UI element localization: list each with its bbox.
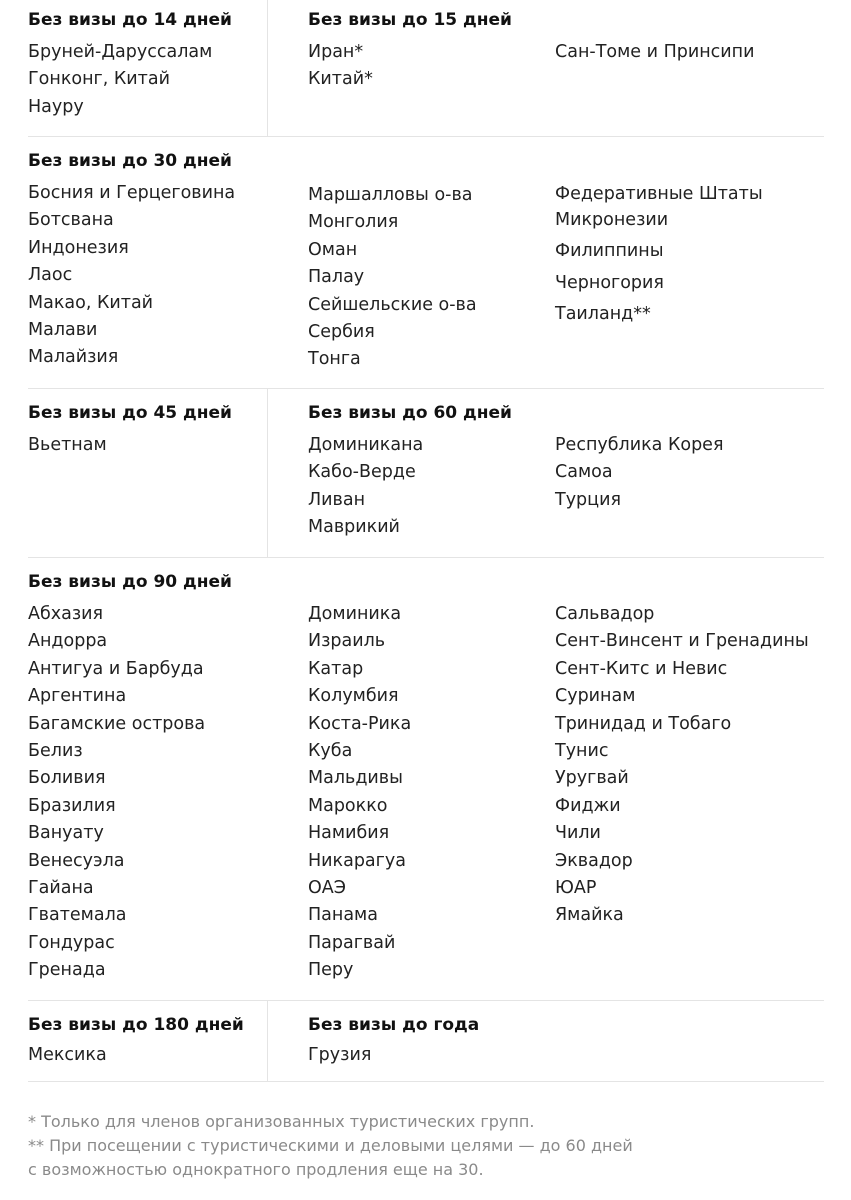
list-90-days-col3 bbox=[555, 601, 809, 930]
section-180-days-year bbox=[28, 1015, 824, 1080]
country-item: Парагвай bbox=[308, 932, 396, 953]
country-item: Израиль bbox=[308, 631, 386, 652]
country-item: Чили bbox=[555, 823, 601, 844]
divider bbox=[28, 1000, 824, 1001]
heading-year: Без визы до года bbox=[308, 1015, 480, 1035]
list-180-days bbox=[28, 1042, 107, 1069]
country-item: Сербия bbox=[308, 322, 375, 343]
divider bbox=[28, 1081, 824, 1082]
country-item: Ямайка bbox=[555, 905, 624, 926]
heading-14-days: Без визы до 14 дней bbox=[28, 10, 232, 30]
list-30-days-col3 bbox=[555, 181, 763, 329]
country-item: Оман bbox=[308, 239, 358, 260]
divider bbox=[28, 557, 824, 558]
country-item: Филиппины bbox=[555, 241, 664, 262]
country-item: Вьетнам bbox=[28, 435, 107, 455]
divider bbox=[28, 136, 824, 137]
country-item: Маврикий bbox=[308, 517, 400, 538]
country-item: Панама bbox=[308, 905, 378, 926]
country-item: Тонга bbox=[308, 349, 361, 370]
list-45-days bbox=[28, 432, 107, 459]
country-item: Гонконг, Китай bbox=[28, 69, 170, 90]
list-14-days bbox=[28, 39, 212, 121]
country-item: Микронезии bbox=[555, 210, 669, 231]
section-30-days bbox=[28, 151, 824, 381]
country-item: Куба bbox=[308, 741, 353, 762]
country-item: Антигуа и Барбуда bbox=[28, 658, 204, 679]
country-item: Иран* bbox=[308, 42, 364, 62]
country-item: Боливия bbox=[28, 768, 106, 789]
country-item: Коста-Рика bbox=[308, 713, 412, 734]
country-item: Маршалловы о-ва bbox=[308, 185, 473, 205]
country-item: Багамские острова bbox=[28, 713, 206, 734]
country-item: Мальдивы bbox=[308, 768, 403, 789]
country-item: Тунис bbox=[555, 741, 609, 762]
country-item: Китай* bbox=[308, 69, 373, 90]
country-item: Андорра bbox=[28, 631, 108, 652]
list-15-days-col2 bbox=[308, 39, 373, 94]
country-item: Аргентина bbox=[28, 686, 127, 707]
country-item: Доминика bbox=[308, 604, 402, 624]
country-item: Фиджи bbox=[555, 795, 621, 816]
section-14-15-days bbox=[28, 10, 824, 135]
country-item: Монголия bbox=[308, 212, 399, 233]
country-item: Ливан bbox=[308, 489, 366, 510]
country-item: Ботсвана bbox=[28, 210, 114, 231]
heading-60-days: Без визы до 60 дней bbox=[308, 403, 512, 423]
vertical-divider bbox=[267, 1001, 268, 1082]
list-30-days-col1 bbox=[28, 180, 235, 372]
country-item: Малави bbox=[28, 320, 98, 341]
footnote-2: ** При посещении с туристическими и деловыми целями — до 60 дней bbox=[28, 1136, 633, 1155]
country-item: Сальвадор bbox=[555, 604, 655, 624]
country-item: Белиз bbox=[28, 741, 83, 762]
country-item: Сент-Китс и Невис bbox=[555, 658, 728, 679]
country-item: Колумбия bbox=[308, 686, 399, 707]
vertical-divider bbox=[267, 389, 268, 557]
country-item: Венесуэла bbox=[28, 850, 125, 871]
country-item: Мексика bbox=[28, 1045, 107, 1065]
country-item: Перу bbox=[308, 960, 354, 981]
list-60-days-col3 bbox=[555, 432, 723, 514]
section-45-60-days bbox=[28, 403, 824, 553]
country-item: ЮАР bbox=[555, 878, 597, 899]
vertical-divider bbox=[267, 0, 268, 136]
country-item: Самоа bbox=[555, 462, 613, 483]
country-item: Кабо-Верде bbox=[308, 462, 416, 483]
country-item: Уругвай bbox=[555, 768, 629, 789]
country-item: Бразилия bbox=[28, 795, 116, 816]
country-item: Республика Корея bbox=[555, 435, 724, 455]
heading-180-days: Без визы до 180 дней bbox=[28, 1015, 244, 1035]
country-item: Гренада bbox=[28, 960, 106, 981]
country-item: Гайана bbox=[28, 878, 94, 899]
country-item: Гватемала bbox=[28, 905, 127, 926]
list-30-days-col2 bbox=[308, 182, 477, 374]
list-60-days-col2 bbox=[308, 432, 423, 542]
country-item: Грузия bbox=[308, 1045, 372, 1065]
country-item: Сент-Винсент и Гренадины bbox=[555, 631, 809, 652]
country-item: Эквадор bbox=[555, 850, 633, 871]
country-item: Черногория bbox=[555, 272, 664, 293]
country-item: Сан-Томе и Принсипи bbox=[555, 42, 755, 62]
country-item: Доминикана bbox=[308, 435, 424, 455]
country-item: Бруней-Даруссалам bbox=[28, 42, 213, 62]
heading-15-days: Без визы до 15 дней bbox=[308, 10, 512, 30]
country-item: Палау bbox=[308, 267, 365, 288]
country-item: ОАЭ bbox=[308, 878, 346, 899]
country-item: Федеративные Штаты bbox=[555, 184, 763, 204]
country-item: Индонезия bbox=[28, 237, 129, 258]
country-item: Марокко bbox=[308, 795, 388, 816]
divider bbox=[28, 388, 824, 389]
list-15-days-col3 bbox=[555, 39, 754, 66]
country-item: Таиланд** bbox=[555, 304, 651, 325]
country-item: Босния и Герцеговина bbox=[28, 183, 236, 203]
country-item: Макао, Китай bbox=[28, 292, 154, 313]
heading-90-days: Без визы до 90 дней bbox=[28, 572, 232, 592]
country-item: Абхазия bbox=[28, 604, 104, 624]
footnote-1: * Только для членов организованных туристических групп. bbox=[28, 1112, 535, 1131]
heading-45-days: Без визы до 45 дней bbox=[28, 403, 232, 423]
country-item: Турция bbox=[555, 489, 621, 510]
country-item: Лаос bbox=[28, 265, 73, 286]
country-item: Катар bbox=[308, 658, 364, 679]
country-item: Сейшельские о-ва bbox=[308, 294, 477, 315]
list-90-days-col2 bbox=[308, 601, 411, 985]
country-item: Тринидад и Тобаго bbox=[555, 713, 732, 734]
heading-30-days: Без визы до 30 дней bbox=[28, 151, 232, 171]
country-item: Вануату bbox=[28, 823, 104, 844]
country-item: Гондурас bbox=[28, 932, 115, 953]
section-90-days bbox=[28, 572, 824, 992]
country-item: Науру bbox=[28, 96, 84, 117]
footnotes bbox=[28, 1110, 824, 1182]
country-item: Суринам bbox=[555, 686, 636, 707]
footnote-3: с возможностью однократного продления еще на 30. bbox=[28, 1160, 484, 1179]
country-item: Намибия bbox=[308, 823, 390, 844]
country-item: Никарагуа bbox=[308, 850, 406, 871]
list-90-days-col1 bbox=[28, 601, 205, 985]
list-year bbox=[308, 1042, 371, 1069]
country-item: Малайзия bbox=[28, 347, 119, 368]
